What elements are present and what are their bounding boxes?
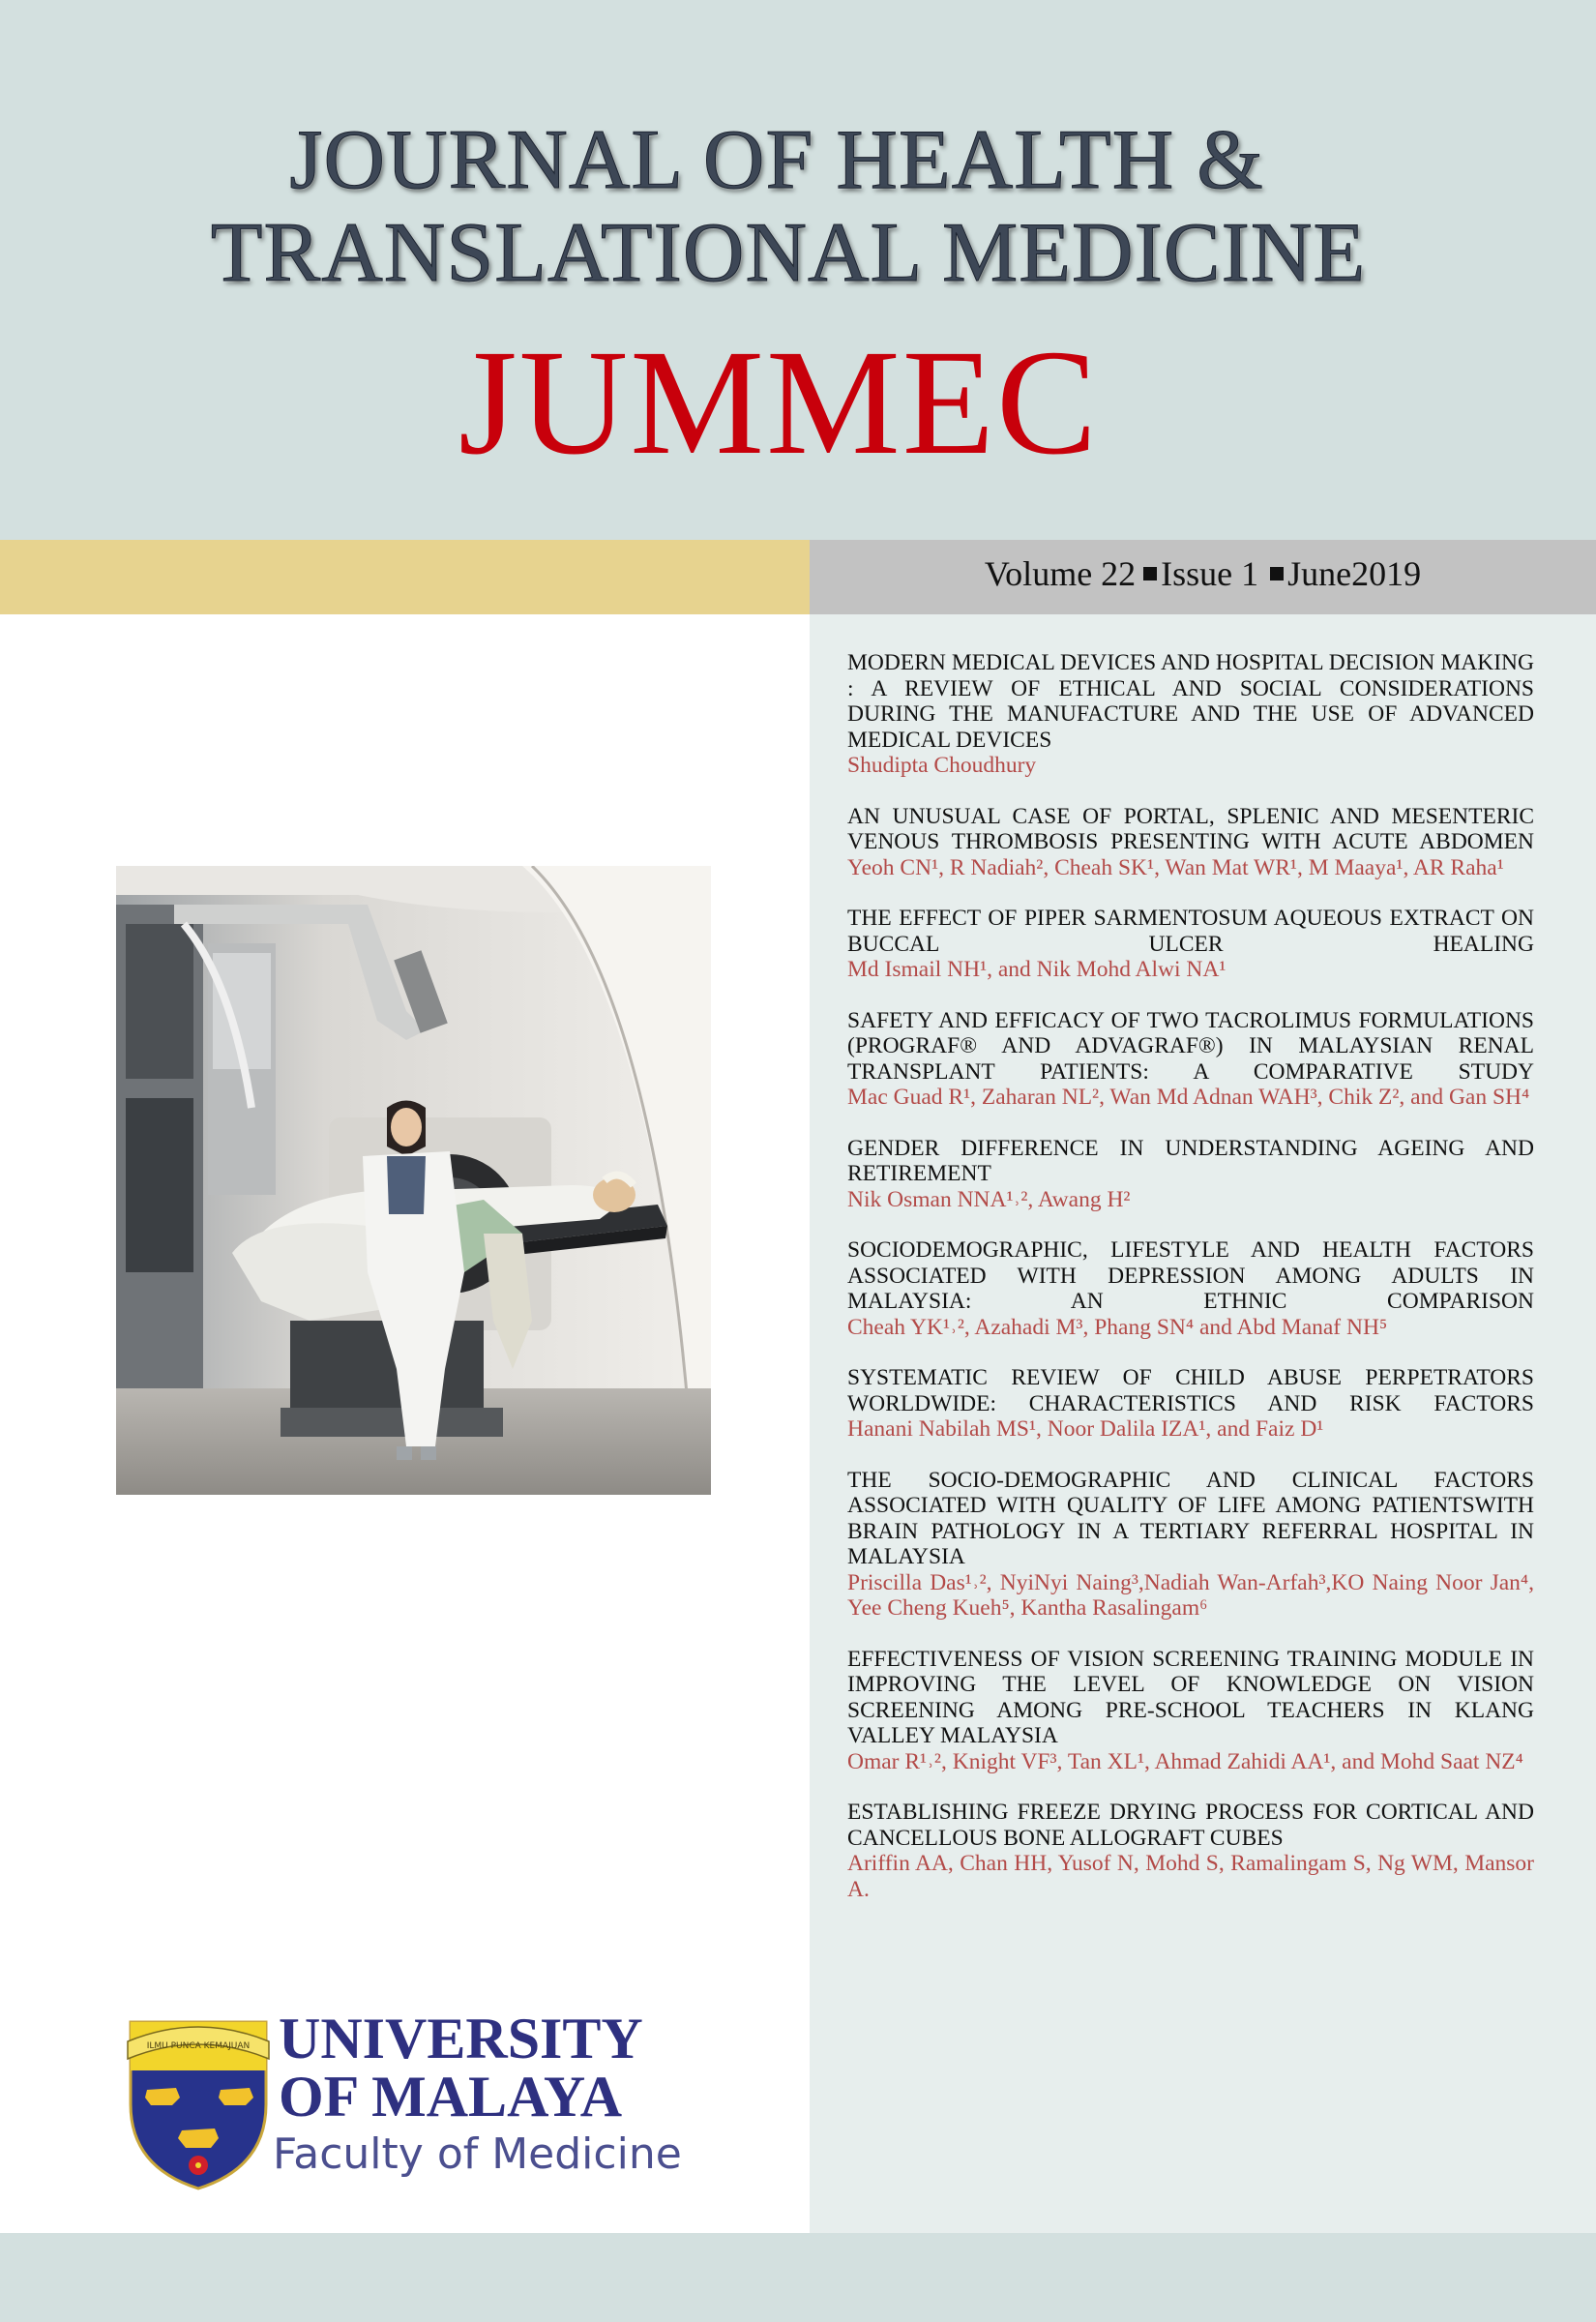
- bullet-square-icon: [1270, 567, 1284, 580]
- journal-brand: JUMMEC: [458, 318, 1100, 486]
- university-crest-icon: [126, 2012, 271, 2191]
- article-title[interactable]: SYSTEMATIC REVIEW OF CHILD ABUSE PERPETRATORS WORLDWIDE: CHARACTERISTICS AND RISK FACTORS: [847, 1365, 1534, 1416]
- issue-label: Issue 1: [1161, 554, 1259, 593]
- article-item[interactable]: [847, 1800, 1534, 1902]
- article-item[interactable]: [847, 1136, 1534, 1213]
- article-item[interactable]: [847, 1647, 1534, 1775]
- article-title[interactable]: SAFETY AND EFFICACY OF TWO TACROLIMUS FORMULATIONS (PROGRAF® AND ADVAGRAF®) IN MALAYSIAN RENAL TRANSPLANT PATIENTS: A COMPARATIVE STUDY: [847, 1007, 1534, 1085]
- article-authors: Cheah YK¹˒², Azahadi M³, Phang SN⁴ and Abd Manaf NH⁵: [847, 1314, 1388, 1340]
- cover-footer: [0, 2233, 1596, 2322]
- article-title[interactable]: ESTABLISHING FREEZE DRYING PROCESS FOR CORTICAL AND CANCELLOUS BONE ALLOGRAFT CUBES: [847, 1800, 1534, 1851]
- journal-title-line-2: TRANSLATIONAL MEDICINE: [210, 206, 1367, 300]
- crest-ribbon-text: ILMU PUNCA KEMAJUAN: [146, 2041, 251, 2051]
- article-list: [847, 650, 1534, 1927]
- article-authors: Yeoh CN¹, R Nadiah², Cheah SK¹, Wan Mat WR¹, M Maaya¹, AR Raha¹: [847, 854, 1504, 880]
- cover-photo: [116, 866, 711, 1495]
- article-title[interactable]: MODERN MEDICAL DEVICES AND HOSPITAL DECISION MAKING : A REVIEW OF ETHICAL AND SOCIAL CONSIDERATIONS DURING THE MANUFACTURE AND THE USE OF ADVANCED MEDICAL DEVICES: [847, 650, 1534, 753]
- issue-band: [810, 540, 1596, 614]
- university-logo: [126, 2007, 682, 2191]
- article-title[interactable]: THE SOCIO-DEMOGRAPHIC AND CLINICAL FACTORS ASSOCIATED WITH QUALITY OF LIFE AMONG PATIENTSWITH BRAIN PATHOLOGY IN A TERTIARY REFERRAL HOSPITAL IN MALAYSIA: [847, 1467, 1534, 1569]
- article-item[interactable]: [847, 1365, 1534, 1443]
- article-authors: Nik Osman NNA¹˒², Awang H²: [847, 1186, 1131, 1212]
- article-title[interactable]: AN UNUSUAL CASE OF PORTAL, SPLENIC AND MESENTERIC VENOUS THROMBOSIS PRESENTING WITH ACUTE ABDOMEN: [847, 803, 1534, 854]
- article-item[interactable]: [847, 1468, 1534, 1622]
- logo-of-malaya-text: OF MALAYA: [279, 2065, 623, 2128]
- article-authors: Md Ismail NH¹, and Nik Mohd Alwi NA¹: [847, 957, 1227, 982]
- cover-header: [0, 0, 1596, 540]
- gold-band: [0, 540, 810, 614]
- logo-faculty-text: Faculty of Medicine: [273, 2129, 682, 2179]
- bullet-square-icon: [1143, 567, 1157, 580]
- article-authors: Priscilla Das¹˒², NyiNyi Naing³,Nadiah Wan-Arfah³,KO Naing Noor Jan⁴, Yee Cheng Kueh⁵, Kantha Rasalingam⁶: [847, 1569, 1534, 1621]
- article-item[interactable]: [847, 1237, 1534, 1340]
- article-item[interactable]: [847, 804, 1534, 881]
- logo-university-text: UNIVERSITY: [279, 2007, 643, 2070]
- journal-title-line-1: JOURNAL OF HEALTH &: [289, 113, 1264, 207]
- article-title[interactable]: SOCIODEMOGRAPHIC, LIFESTYLE AND HEALTH FACTORS ASSOCIATED WITH DEPRESSION AMONG ADULTS IN MALAYSIA: AN ETHNIC COMPARISON: [847, 1237, 1534, 1314]
- date-label: June2019: [1287, 554, 1422, 593]
- article-authors: Hanani Nabilah MS¹, Noor Dalila IZA¹, and Faiz D¹: [847, 1416, 1324, 1442]
- article-title[interactable]: EFFECTIVENESS OF VISION SCREENING TRAINING MODULE IN IMPROVING THE LEVEL OF KNOWLEDGE ON VISION SCREENING AMONG PRE-SCHOOL TEACHERS IN KLANG VALLEY MALAYSIA: [847, 1646, 1534, 1748]
- article-title[interactable]: GENDER DIFFERENCE IN UNDERSTANDING AGEING AND RETIREMENT: [847, 1135, 1534, 1186]
- article-authors: Omar R¹˒², Knight VF³, Tan XL¹, Ahmad Zahidi AA¹, and Mohd Saat NZ⁴: [847, 1748, 1523, 1774]
- article-item[interactable]: [847, 1008, 1534, 1111]
- volume-label: Volume 22: [984, 554, 1137, 593]
- article-item[interactable]: [847, 650, 1534, 779]
- issue-info: [810, 540, 1596, 608]
- article-authors: Shudipta Choudhury: [847, 753, 1037, 778]
- article-authors: Mac Guad R¹, Zaharan NL², Wan Md Adnan WAH³, Chik Z², and Gan SH⁴: [847, 1085, 1530, 1110]
- article-title[interactable]: THE EFFECT OF PIPER SARMENTOSUM AQUEOUS EXTRACT ON BUCCAL ULCER HEALING: [847, 906, 1534, 957]
- article-authors: Ariffin AA, Chan HH, Yusof N, Mohd S, Ramalingam S, Ng WM, Mansor A.: [847, 1851, 1534, 1902]
- article-item[interactable]: [847, 906, 1534, 983]
